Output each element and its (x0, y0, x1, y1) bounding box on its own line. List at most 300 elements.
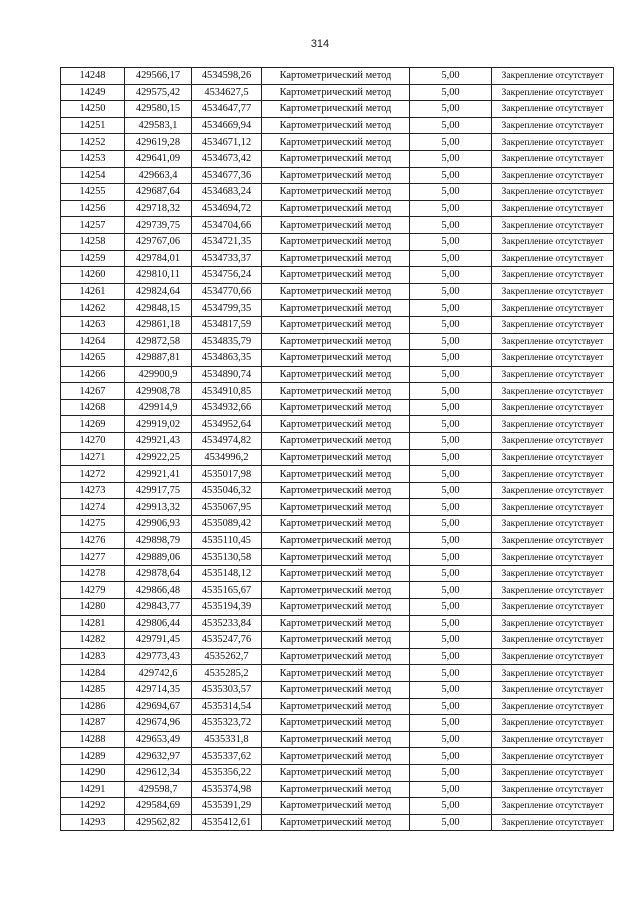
y-coordinate-cell: 4535356,22 (192, 764, 262, 781)
y-coordinate-cell: 4534704,66 (192, 217, 262, 234)
fixing-description-cell: Закрепление отсутствует (492, 482, 614, 499)
point-number-cell: 14256 (61, 200, 125, 217)
fixing-description-cell: Закрепление отсутствует (492, 681, 614, 698)
x-coordinate-cell: 429921,41 (125, 466, 192, 483)
y-coordinate-cell: 4535285,2 (192, 665, 262, 682)
x-coordinate-cell: 429562,82 (125, 814, 192, 831)
fixing-description-cell: Закрепление отсутствует (492, 632, 614, 649)
coordinates-table-body (61, 68, 614, 831)
x-coordinate-cell: 429810,11 (125, 267, 192, 284)
point-number-cell: 14258 (61, 233, 125, 250)
x-coordinate-cell: 429878,64 (125, 565, 192, 582)
y-coordinate-cell: 4534974,82 (192, 433, 262, 450)
method-cell: Картометрический метод (262, 184, 410, 201)
fixing-description-cell: Закрепление отсутствует (492, 233, 614, 250)
fixing-description-cell: Закрепление отсутствует (492, 167, 614, 184)
accuracy-cell: 5,00 (410, 582, 492, 599)
x-coordinate-cell: 429612,34 (125, 764, 192, 781)
point-number-cell: 14251 (61, 117, 125, 134)
point-number-cell: 14283 (61, 648, 125, 665)
x-coordinate-cell: 429718,32 (125, 200, 192, 217)
fixing-description-cell: Закрепление отсутствует (492, 150, 614, 167)
fixing-description-cell: Закрепление отсутствует (492, 516, 614, 533)
y-coordinate-cell: 4535148,12 (192, 565, 262, 582)
fixing-description-cell: Закрепление отсутствует (492, 665, 614, 682)
x-coordinate-cell: 429898,79 (125, 532, 192, 549)
point-number-cell: 14265 (61, 350, 125, 367)
x-coordinate-cell: 429598,7 (125, 781, 192, 798)
fixing-description-cell: Закрепление отсутствует (492, 117, 614, 134)
y-coordinate-cell: 4535194,39 (192, 599, 262, 616)
fixing-description-cell: Закрепление отсутствует (492, 549, 614, 566)
point-number-cell: 14290 (61, 764, 125, 781)
y-coordinate-cell: 4535262,7 (192, 648, 262, 665)
accuracy-cell: 5,00 (410, 167, 492, 184)
y-coordinate-cell: 4535017,98 (192, 466, 262, 483)
method-cell: Картометрический метод (262, 217, 410, 234)
method-cell: Картометрический метод (262, 781, 410, 798)
point-number-cell: 14278 (61, 565, 125, 582)
accuracy-cell: 5,00 (410, 565, 492, 582)
fixing-description-cell: Закрепление отсутствует (492, 748, 614, 765)
x-coordinate-cell: 429632,97 (125, 748, 192, 765)
x-coordinate-cell: 429866,48 (125, 582, 192, 599)
accuracy-cell: 5,00 (410, 200, 492, 217)
method-cell: Картометрический метод (262, 117, 410, 134)
y-coordinate-cell: 4534817,59 (192, 316, 262, 333)
table-row (61, 350, 614, 367)
x-coordinate-cell: 429575,42 (125, 84, 192, 101)
method-cell: Картометрический метод (262, 366, 410, 383)
point-number-cell: 14274 (61, 499, 125, 516)
method-cell: Картометрический метод (262, 582, 410, 599)
accuracy-cell: 5,00 (410, 300, 492, 317)
point-number-cell: 14276 (61, 532, 125, 549)
table-row (61, 184, 614, 201)
method-cell: Картометрический метод (262, 300, 410, 317)
fixing-description-cell: Закрепление отсутствует (492, 84, 614, 101)
y-coordinate-cell: 4534671,12 (192, 134, 262, 151)
table-row (61, 532, 614, 549)
table-row (61, 117, 614, 134)
method-cell: Картометрический метод (262, 383, 410, 400)
method-cell: Картометрический метод (262, 549, 410, 566)
x-coordinate-cell: 429919,02 (125, 416, 192, 433)
method-cell: Картометрический метод (262, 167, 410, 184)
method-cell: Картометрический метод (262, 233, 410, 250)
accuracy-cell: 5,00 (410, 150, 492, 167)
accuracy-cell: 5,00 (410, 715, 492, 732)
accuracy-cell: 5,00 (410, 267, 492, 284)
y-coordinate-cell: 4534996,2 (192, 449, 262, 466)
table-row (61, 764, 614, 781)
method-cell: Картометрический метод (262, 715, 410, 732)
fixing-description-cell: Закрепление отсутствует (492, 764, 614, 781)
fixing-description-cell: Закрепление отсутствует (492, 200, 614, 217)
method-cell: Картометрический метод (262, 433, 410, 450)
y-coordinate-cell: 4534721,35 (192, 233, 262, 250)
y-coordinate-cell: 4534770,66 (192, 283, 262, 300)
accuracy-cell: 5,00 (410, 117, 492, 134)
fixing-description-cell: Закрепление отсутствует (492, 134, 614, 151)
point-number-cell: 14253 (61, 150, 125, 167)
point-number-cell: 14279 (61, 582, 125, 599)
fixing-description-cell: Закрепление отсутствует (492, 250, 614, 267)
table-row (61, 482, 614, 499)
table-row (61, 233, 614, 250)
fixing-description-cell: Закрепление отсутствует (492, 366, 614, 383)
table-row (61, 715, 614, 732)
point-number-cell: 14288 (61, 731, 125, 748)
method-cell: Картометрический метод (262, 399, 410, 416)
point-number-cell: 14261 (61, 283, 125, 300)
accuracy-cell: 5,00 (410, 101, 492, 118)
y-coordinate-cell: 4534673,42 (192, 150, 262, 167)
point-number-cell: 14260 (61, 267, 125, 284)
fixing-description-cell: Закрепление отсутствует (492, 333, 614, 350)
fixing-description-cell: Закрепление отсутствует (492, 101, 614, 118)
table-row (61, 383, 614, 400)
y-coordinate-cell: 4535247,76 (192, 632, 262, 649)
y-coordinate-cell: 4534952,64 (192, 416, 262, 433)
table-row (61, 399, 614, 416)
fixing-description-cell: Закрепление отсутствует (492, 217, 614, 234)
accuracy-cell: 5,00 (410, 366, 492, 383)
y-coordinate-cell: 4534669,94 (192, 117, 262, 134)
point-number-cell: 14284 (61, 665, 125, 682)
accuracy-cell: 5,00 (410, 731, 492, 748)
y-coordinate-cell: 4535323,72 (192, 715, 262, 732)
table-row (61, 748, 614, 765)
point-number-cell: 14291 (61, 781, 125, 798)
fixing-description-cell: Закрепление отсутствует (492, 466, 614, 483)
fixing-description-cell: Закрепление отсутствует (492, 715, 614, 732)
accuracy-cell: 5,00 (410, 283, 492, 300)
point-number-cell: 14285 (61, 681, 125, 698)
method-cell: Картометрический метод (262, 150, 410, 167)
table-row (61, 316, 614, 333)
x-coordinate-cell: 429914,9 (125, 399, 192, 416)
point-number-cell: 14254 (61, 167, 125, 184)
table-row (61, 84, 614, 101)
method-cell: Картометрический метод (262, 416, 410, 433)
table-row (61, 167, 614, 184)
y-coordinate-cell: 4534694,72 (192, 200, 262, 217)
method-cell: Картометрический метод (262, 250, 410, 267)
method-cell: Картометрический метод (262, 499, 410, 516)
x-coordinate-cell: 429619,28 (125, 134, 192, 151)
method-cell: Картометрический метод (262, 615, 410, 632)
accuracy-cell: 5,00 (410, 68, 492, 85)
method-cell: Картометрический метод (262, 698, 410, 715)
accuracy-cell: 5,00 (410, 764, 492, 781)
table-row (61, 798, 614, 815)
table-row (61, 134, 614, 151)
x-coordinate-cell: 429921,43 (125, 433, 192, 450)
point-number-cell: 14252 (61, 134, 125, 151)
method-cell: Картометрический метод (262, 283, 410, 300)
y-coordinate-cell: 4534683,24 (192, 184, 262, 201)
y-coordinate-cell: 4534863,35 (192, 350, 262, 367)
accuracy-cell: 5,00 (410, 532, 492, 549)
point-number-cell: 14263 (61, 316, 125, 333)
point-number-cell: 14293 (61, 814, 125, 831)
y-coordinate-cell: 4534835,79 (192, 333, 262, 350)
x-coordinate-cell: 429917,75 (125, 482, 192, 499)
point-number-cell: 14289 (61, 748, 125, 765)
table-row (61, 582, 614, 599)
accuracy-cell: 5,00 (410, 698, 492, 715)
accuracy-cell: 5,00 (410, 184, 492, 201)
point-number-cell: 14275 (61, 516, 125, 533)
y-coordinate-cell: 4534627,5 (192, 84, 262, 101)
point-number-cell: 14249 (61, 84, 125, 101)
point-number-cell: 14286 (61, 698, 125, 715)
x-coordinate-cell: 429687,64 (125, 184, 192, 201)
y-coordinate-cell: 4535233,84 (192, 615, 262, 632)
method-cell: Картометрический метод (262, 200, 410, 217)
method-cell: Картометрический метод (262, 316, 410, 333)
accuracy-cell: 5,00 (410, 466, 492, 483)
x-coordinate-cell: 429739,75 (125, 217, 192, 234)
accuracy-cell: 5,00 (410, 350, 492, 367)
point-number-cell: 14277 (61, 549, 125, 566)
accuracy-cell: 5,00 (410, 648, 492, 665)
method-cell: Картометрический метод (262, 748, 410, 765)
x-coordinate-cell: 429663,4 (125, 167, 192, 184)
method-cell: Картометрический метод (262, 466, 410, 483)
table-row (61, 250, 614, 267)
y-coordinate-cell: 4535130,58 (192, 549, 262, 566)
fixing-description-cell: Закрепление отсутствует (492, 599, 614, 616)
y-coordinate-cell: 4535374,98 (192, 781, 262, 798)
accuracy-cell: 5,00 (410, 134, 492, 151)
point-number-cell: 14282 (61, 632, 125, 649)
fixing-description-cell: Закрепление отсутствует (492, 399, 614, 416)
point-number-cell: 14250 (61, 101, 125, 118)
x-coordinate-cell: 429806,44 (125, 615, 192, 632)
x-coordinate-cell: 429922,25 (125, 449, 192, 466)
method-cell: Картометрический метод (262, 764, 410, 781)
table-row (61, 200, 614, 217)
y-coordinate-cell: 4534598,26 (192, 68, 262, 85)
x-coordinate-cell: 429674,96 (125, 715, 192, 732)
accuracy-cell: 5,00 (410, 416, 492, 433)
fixing-description-cell: Закрепление отсутствует (492, 615, 614, 632)
y-coordinate-cell: 4534932,66 (192, 399, 262, 416)
table-row (61, 681, 614, 698)
x-coordinate-cell: 429906,93 (125, 516, 192, 533)
x-coordinate-cell: 429641,09 (125, 150, 192, 167)
x-coordinate-cell: 429908,78 (125, 383, 192, 400)
method-cell: Картометрический метод (262, 665, 410, 682)
method-cell: Картометрический метод (262, 516, 410, 533)
coordinates-table (60, 67, 614, 831)
table-row (61, 466, 614, 483)
accuracy-cell: 5,00 (410, 217, 492, 234)
method-cell: Картометрический метод (262, 84, 410, 101)
y-coordinate-cell: 4534733,37 (192, 250, 262, 267)
table-row (61, 814, 614, 831)
accuracy-cell: 5,00 (410, 449, 492, 466)
x-coordinate-cell: 429791,45 (125, 632, 192, 649)
point-number-cell: 14248 (61, 68, 125, 85)
y-coordinate-cell: 4535331,8 (192, 731, 262, 748)
method-cell: Картометрический метод (262, 68, 410, 85)
fixing-description-cell: Закрепление отсутствует (492, 781, 614, 798)
fixing-description-cell: Закрепление отсутствует (492, 698, 614, 715)
table-row (61, 648, 614, 665)
accuracy-cell: 5,00 (410, 814, 492, 831)
point-number-cell: 14287 (61, 715, 125, 732)
y-coordinate-cell: 4534756,24 (192, 267, 262, 284)
method-cell: Картометрический метод (262, 101, 410, 118)
fixing-description-cell: Закрепление отсутствует (492, 731, 614, 748)
point-number-cell: 14292 (61, 798, 125, 815)
point-number-cell: 14257 (61, 217, 125, 234)
table-row (61, 632, 614, 649)
accuracy-cell: 5,00 (410, 681, 492, 698)
y-coordinate-cell: 4535412,61 (192, 814, 262, 831)
table-row (61, 781, 614, 798)
table-row (61, 101, 614, 118)
x-coordinate-cell: 429742,6 (125, 665, 192, 682)
accuracy-cell: 5,00 (410, 250, 492, 267)
method-cell: Картометрический метод (262, 731, 410, 748)
point-number-cell: 14269 (61, 416, 125, 433)
method-cell: Картометрический метод (262, 482, 410, 499)
point-number-cell: 14273 (61, 482, 125, 499)
point-number-cell: 14267 (61, 383, 125, 400)
fixing-description-cell: Закрепление отсутствует (492, 798, 614, 815)
x-coordinate-cell: 429900,9 (125, 366, 192, 383)
method-cell: Картометрический метод (262, 648, 410, 665)
y-coordinate-cell: 4534890,74 (192, 366, 262, 383)
table-row (61, 549, 614, 566)
table-row (61, 615, 614, 632)
accuracy-cell: 5,00 (410, 499, 492, 516)
method-cell: Картометрический метод (262, 632, 410, 649)
y-coordinate-cell: 4535337,62 (192, 748, 262, 765)
y-coordinate-cell: 4534647,77 (192, 101, 262, 118)
accuracy-cell: 5,00 (410, 665, 492, 682)
point-number-cell: 14270 (61, 433, 125, 450)
table-row (61, 366, 614, 383)
method-cell: Картометрический метод (262, 449, 410, 466)
accuracy-cell: 5,00 (410, 798, 492, 815)
fixing-description-cell: Закрепление отсутствует (492, 449, 614, 466)
point-number-cell: 14264 (61, 333, 125, 350)
x-coordinate-cell: 429767,06 (125, 233, 192, 250)
table-row (61, 333, 614, 350)
point-number-cell: 14266 (61, 366, 125, 383)
x-coordinate-cell: 429566,17 (125, 68, 192, 85)
fixing-description-cell: Закрепление отсутствует (492, 565, 614, 582)
method-cell: Картометрический метод (262, 814, 410, 831)
table-row (61, 565, 614, 582)
y-coordinate-cell: 4534677,36 (192, 167, 262, 184)
method-cell: Картометрический метод (262, 333, 410, 350)
fixing-description-cell: Закрепление отсутствует (492, 383, 614, 400)
table-row (61, 416, 614, 433)
x-coordinate-cell: 429714,35 (125, 681, 192, 698)
point-number-cell: 14268 (61, 399, 125, 416)
x-coordinate-cell: 429773,43 (125, 648, 192, 665)
point-number-cell: 14262 (61, 300, 125, 317)
point-number-cell: 14281 (61, 615, 125, 632)
fixing-description-cell: Закрепление отсутствует (492, 316, 614, 333)
fixing-description-cell: Закрепление отсутствует (492, 184, 614, 201)
table-row (61, 731, 614, 748)
table-row (61, 150, 614, 167)
method-cell: Картометрический метод (262, 134, 410, 151)
x-coordinate-cell: 429889,06 (125, 549, 192, 566)
accuracy-cell: 5,00 (410, 333, 492, 350)
accuracy-cell: 5,00 (410, 516, 492, 533)
x-coordinate-cell: 429848,15 (125, 300, 192, 317)
y-coordinate-cell: 4534799,35 (192, 300, 262, 317)
x-coordinate-cell: 429584,69 (125, 798, 192, 815)
table-row (61, 283, 614, 300)
y-coordinate-cell: 4535165,67 (192, 582, 262, 599)
fixing-description-cell: Закрепление отсутствует (492, 532, 614, 549)
table-row (61, 516, 614, 533)
x-coordinate-cell: 429887,81 (125, 350, 192, 367)
method-cell: Картометрический метод (262, 267, 410, 284)
x-coordinate-cell: 429784,01 (125, 250, 192, 267)
fixing-description-cell: Закрепление отсутствует (492, 582, 614, 599)
x-coordinate-cell: 429843,77 (125, 599, 192, 616)
accuracy-cell: 5,00 (410, 233, 492, 250)
method-cell: Картометрический метод (262, 565, 410, 582)
y-coordinate-cell: 4535046,32 (192, 482, 262, 499)
x-coordinate-cell: 429861,18 (125, 316, 192, 333)
point-number-cell: 14271 (61, 449, 125, 466)
x-coordinate-cell: 429583,1 (125, 117, 192, 134)
fixing-description-cell: Закрепление отсутствует (492, 499, 614, 516)
table-row (61, 599, 614, 616)
accuracy-cell: 5,00 (410, 383, 492, 400)
x-coordinate-cell: 429653,49 (125, 731, 192, 748)
point-number-cell: 14272 (61, 466, 125, 483)
method-cell: Картометрический метод (262, 798, 410, 815)
table-row (61, 449, 614, 466)
point-number-cell: 14280 (61, 599, 125, 616)
y-coordinate-cell: 4534910,85 (192, 383, 262, 400)
fixing-description-cell: Закрепление отсутствует (492, 68, 614, 85)
table-row (61, 300, 614, 317)
fixing-description-cell: Закрепление отсутствует (492, 416, 614, 433)
table-row (61, 665, 614, 682)
table-row (61, 68, 614, 85)
method-cell: Картометрический метод (262, 350, 410, 367)
y-coordinate-cell: 4535391,29 (192, 798, 262, 815)
fixing-description-cell: Закрепление отсутствует (492, 433, 614, 450)
accuracy-cell: 5,00 (410, 599, 492, 616)
table-row (61, 499, 614, 516)
table-row (61, 433, 614, 450)
y-coordinate-cell: 4535314,54 (192, 698, 262, 715)
method-cell: Картометрический метод (262, 532, 410, 549)
table-row (61, 217, 614, 234)
fixing-description-cell: Закрепление отсутствует (492, 350, 614, 367)
x-coordinate-cell: 429694,67 (125, 698, 192, 715)
accuracy-cell: 5,00 (410, 84, 492, 101)
fixing-description-cell: Закрепление отсутствует (492, 648, 614, 665)
fixing-description-cell: Закрепление отсутствует (492, 814, 614, 831)
accuracy-cell: 5,00 (410, 632, 492, 649)
y-coordinate-cell: 4535067,95 (192, 499, 262, 516)
